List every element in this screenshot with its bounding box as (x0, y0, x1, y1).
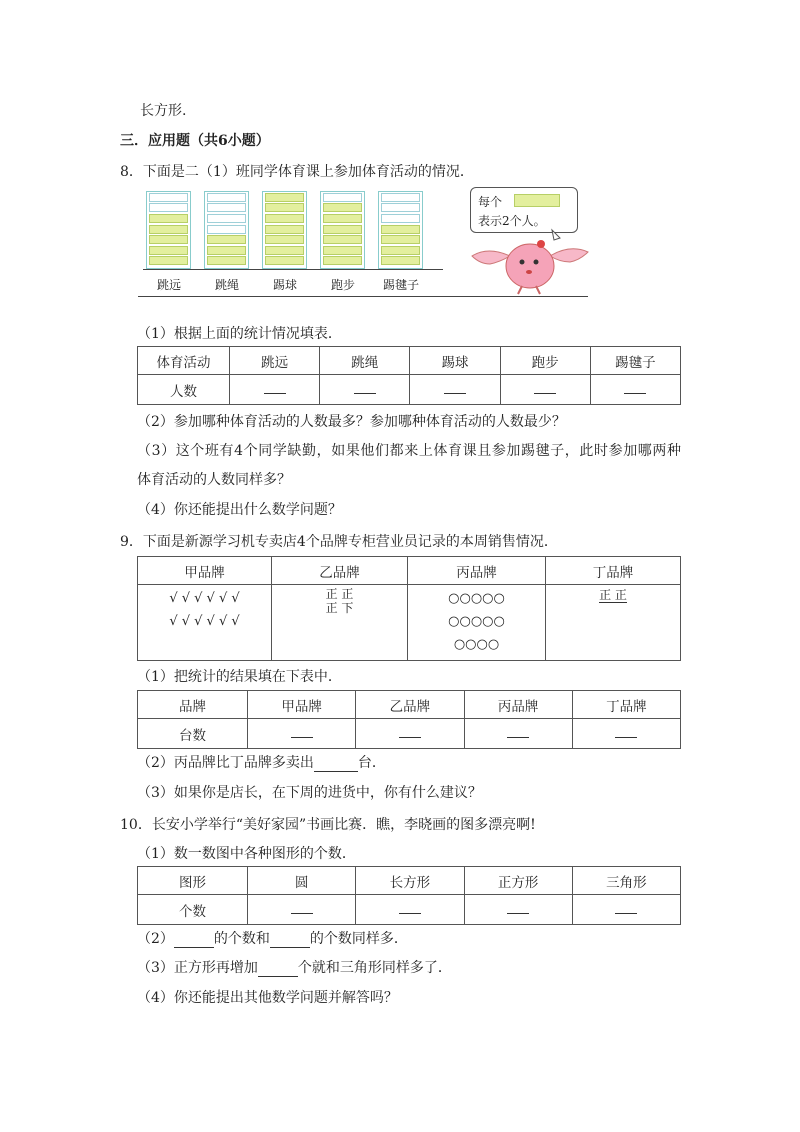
q8-bar-chart (138, 188, 448, 298)
answer-blank[interactable] (444, 381, 466, 394)
bing-tally-line: ○○○○ (453, 637, 500, 652)
chart-bar-cell (381, 214, 420, 223)
chart-baseline (143, 269, 443, 270)
answer-blank[interactable] (399, 901, 421, 914)
answer-blank[interactable] (354, 381, 376, 394)
answer-blank[interactable] (534, 381, 556, 394)
answer-blank[interactable] (615, 725, 637, 738)
chart-bar-cell (323, 246, 362, 255)
q8-sub3-line1: （3）这个班有4个同学缺勤，如果他们都来上体育课且参加踢毽子，此时参加哪两种 (137, 443, 682, 459)
chart-bar-cell (207, 225, 246, 234)
chart-bar-cell (265, 246, 304, 255)
section-title: 三．应用题（共6小题） (120, 133, 270, 149)
chart-bar-cell (381, 235, 420, 244)
q9-stem: 9．下面是新源学习机专卖店4个品牌专柜营业员记录的本周销售情况． (120, 534, 558, 550)
q10-sub1: （1）数一数图中各种图形的个数． (137, 846, 356, 862)
intro-tail-text: 长方形. (140, 103, 187, 119)
q9-table-header-cell: 品牌 (138, 691, 248, 719)
chart-bar (146, 191, 191, 269)
answer-blank[interactable] (270, 933, 310, 948)
answer-blank[interactable] (314, 757, 358, 772)
legend-note-line1: 每个 (478, 195, 503, 209)
q10-stem: 10．长安小学举行“美好家园”书画比赛．瞧，李晓画的图多漂亮啊! (120, 817, 536, 833)
chart-bar-cell (207, 235, 246, 244)
chart-bar-cell (149, 235, 188, 244)
chart-bar-cell (323, 214, 362, 223)
q10-table-header-cell: 图形 (138, 867, 248, 895)
chart-bar-cell (381, 246, 420, 255)
q9-record-header: 丁品牌 (546, 557, 681, 585)
q8-sub2: （2）参加哪种体育活动的人数最多？参加哪种体育活动的人数最少？ (137, 414, 566, 430)
chart-bar-cell (207, 203, 246, 212)
q10-sub2-text: 的个数和 (213, 931, 270, 947)
chart-bar-cell (149, 225, 188, 234)
jia-tally-line: √ √ √ √ √ √ (169, 614, 240, 629)
q8-stem: 8．下面是二（1）班同学体育课上参加体育活动的情况． (120, 164, 474, 180)
chart-bar-cell (323, 225, 362, 234)
q8-table-row-label: 人数 (138, 375, 230, 405)
chart-bar-cell (265, 193, 304, 202)
q8-table-header-cell: 跳绳 (320, 347, 410, 375)
chart-bar-cell (265, 203, 304, 212)
q9-record-header: 甲品牌 (138, 557, 272, 585)
bing-tally-cell (408, 585, 546, 661)
jia-tally-line: √ √ √ √ √ √ (169, 591, 240, 606)
q9-table-header-cell: 甲品牌 (248, 691, 356, 719)
answer-blank[interactable] (507, 725, 529, 738)
q9-sub1: （1）把统计的结果填在下表中． (137, 669, 342, 685)
ding-tally-cell (546, 585, 681, 661)
chart-bar-cell (207, 193, 246, 202)
chart-bar-cell (265, 214, 304, 223)
answer-blank[interactable] (258, 962, 298, 977)
bing-tally-line: ○○○○○ (448, 591, 505, 606)
chart-bar (320, 191, 365, 269)
chart-category-label: 踢毽子 (382, 278, 419, 292)
answer-blank[interactable] (615, 901, 637, 914)
answer-blank[interactable] (291, 901, 313, 914)
legend-speech-bubble (470, 187, 578, 233)
bing-tally-line: ○○○○○ (448, 614, 505, 629)
q9-table-header-cell: 乙品牌 (356, 691, 464, 719)
yi-tally-line: 正 正 (325, 587, 354, 601)
answer-blank[interactable] (624, 381, 646, 394)
q8-table-header-cell: 体育活动 (138, 347, 230, 375)
answer-blank[interactable] (291, 725, 313, 738)
q9-record-header: 丙品牌 (408, 557, 546, 585)
chart-bar-cell (381, 256, 420, 265)
q10-table-header-cell: 正方形 (464, 867, 572, 895)
chart-bar-cell (149, 203, 188, 212)
chart-bar-cell (207, 214, 246, 223)
chart-bar-cell (149, 193, 188, 202)
q10-table-header-cell: 三角形 (572, 867, 680, 895)
q10-sub3-text: 个就和三角形同样多了． (297, 960, 452, 976)
q10-sub2-text: （2） (137, 931, 174, 947)
q10-sub3-text: （3）正方形再增加 (137, 960, 258, 976)
q8-sub4: （4）你还能提出什么数学问题？ (137, 502, 342, 518)
q9-sub2-text: 台． (357, 755, 386, 771)
chart-bar-cell (265, 225, 304, 234)
chart-category-label: 跳绳 (214, 278, 239, 292)
answer-blank[interactable] (264, 381, 286, 394)
q10-sub2-text: 的个数同样多． (309, 931, 408, 947)
chart-bar-cell (323, 203, 362, 212)
q9-sub3: （3）如果你是店长，在下周的进货中，你有什么建议？ (137, 785, 482, 801)
legend-note-line2: 表示2个人。 (478, 214, 546, 228)
chart-bar-cell (381, 203, 420, 212)
chart-bar-cell (381, 225, 420, 234)
q10-table-header-cell: 长方形 (356, 867, 464, 895)
answer-blank[interactable] (507, 901, 529, 914)
chart-bar-cell (323, 193, 362, 202)
q9-record-table (137, 556, 681, 661)
q10-sub4: （4）你还能提出其他数学问题并解答吗？ (137, 990, 398, 1006)
q8-sub3-line2: 体育活动的人数同样多？ (137, 472, 291, 488)
q8-fill-table (137, 346, 681, 405)
legend-cell-icon (514, 194, 560, 207)
chart-bar-cell (323, 256, 362, 265)
chart-category-label: 跑步 (330, 278, 355, 292)
chart-bar-cell (323, 235, 362, 244)
yi-tally-cell (272, 585, 408, 661)
q10-table-header-cell: 圆 (248, 867, 356, 895)
chart-category-label: 踢球 (272, 278, 297, 292)
q9-fill-table (137, 690, 681, 749)
q10-fill-table (137, 866, 681, 925)
jia-tally-cell (138, 585, 272, 661)
ding-tally-line: 正 正 (599, 588, 627, 602)
chart-bar-cell (149, 214, 188, 223)
chart-bar (262, 191, 307, 269)
chart-bar-cell (381, 193, 420, 202)
q8-table-header-cell: 踢球 (410, 347, 500, 375)
yi-tally-line: 正 下 (325, 601, 354, 615)
q8-table-header-cell: 踢毽子 (590, 347, 680, 375)
q9-table-header-cell: 丁品牌 (572, 691, 680, 719)
chart-bar-cell (265, 235, 304, 244)
q9-table-row-label: 台数 (138, 719, 248, 749)
chart-bar-cell (149, 256, 188, 265)
chart-bar (378, 191, 423, 269)
chart-bar-cell (149, 246, 188, 255)
q9-record-header: 乙品牌 (272, 557, 408, 585)
q9-table-header-cell: 丙品牌 (464, 691, 572, 719)
chart-bar-cell (265, 256, 304, 265)
cartoon-bird-icon (470, 228, 590, 300)
chart-bar-cell (207, 246, 246, 255)
q8-table-header-cell: 跑步 (500, 347, 590, 375)
q8-table-header-cell: 跳远 (230, 347, 320, 375)
q8-sub1: （1）根据上面的统计情况填表． (137, 326, 342, 342)
q10-sub2 (137, 928, 408, 948)
q9-sub2-text: （2）丙品牌比丁品牌多卖出 (137, 755, 314, 771)
answer-blank[interactable] (399, 725, 421, 738)
q10-sub3 (137, 957, 452, 977)
chart-bar (204, 191, 249, 269)
chart-bar-cell (207, 256, 246, 265)
q9-sub2 (137, 752, 386, 772)
q10-table-row-label: 个数 (138, 895, 248, 925)
answer-blank[interactable] (174, 933, 214, 948)
chart-category-label: 跳远 (156, 278, 181, 292)
